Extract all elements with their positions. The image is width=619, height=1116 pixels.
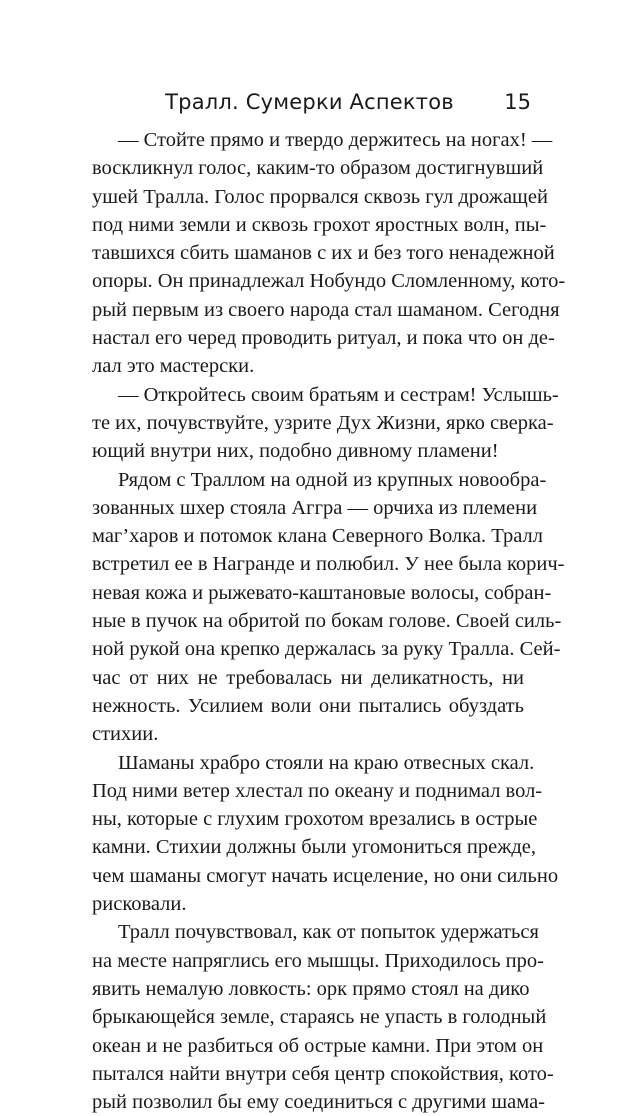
paragraph xyxy=(92,126,566,381)
text-line: те их, почувствуйте, узрите Дух Жизни, ярко сверка- xyxy=(92,411,554,434)
paragraph xyxy=(92,466,565,749)
text-line: под ними земли и сквозь грохот яростных волн, пы- xyxy=(92,213,547,236)
text-line: Рядом с Траллом на одной из крупных новообра- xyxy=(118,468,547,491)
text-line: рый первым из своего народа стал шаманом. Сегодня xyxy=(92,298,560,321)
text-line: рисковали. xyxy=(92,893,187,916)
page-number: 15 xyxy=(504,90,531,114)
text-line: явить немалую ловкость: орк прямо стоял на дико xyxy=(92,977,530,1000)
text-line: чем шаманы смогут начать исцеление, но они сильно xyxy=(92,864,559,887)
paragraph xyxy=(92,381,559,466)
text-line: рый позволил бы ему соединиться с другими шама- xyxy=(92,1091,545,1114)
text-line: час от них не требовалась ни деликатность, ни нежность. Усилием воли они пытались обуздать стихии. xyxy=(92,666,524,746)
paragraph xyxy=(92,918,554,1116)
text-line: ющий внутри них, подобно дивному пламени! xyxy=(92,440,499,463)
text-line: зованных шхер стояла Аггра — орчиха из племени xyxy=(92,496,538,519)
text-line: тавшихся сбить шаманов с их и без того ненадежной xyxy=(92,242,555,265)
text-line: настал его черед проводить ритуал, и пока что он де- xyxy=(92,327,555,350)
running-title: Тралл. Сумерки Аспектов xyxy=(165,90,454,114)
paragraph xyxy=(92,749,559,919)
text-line: ной рукой она крепко держалась за руку Тралла. Сей- xyxy=(92,638,561,661)
text-line: встретил ее в Награнде и полюбил. У нее была корич- xyxy=(92,553,565,576)
text-line: Шаманы храбро стояли на краю отвесных скал. xyxy=(118,751,535,774)
text-line: камни. Стихии должны были угомониться прежде, xyxy=(92,836,537,859)
text-line: пытался найти внутри себя центр спокойствия, кото- xyxy=(92,1062,554,1085)
text-line: на месте напряглись его мышцы. Приходилось про- xyxy=(92,949,544,972)
text-line: опоры. Он принадлежал Нобундо Сломленному, кото- xyxy=(92,270,566,293)
text-line: брыкающейся земле, стараясь не упасть в голодный xyxy=(92,1006,547,1029)
text-line: океан и не разбиться об острые камни. При этом он xyxy=(92,1034,544,1057)
text-line: Под ними ветер хлестал по океану и поднимал вол- xyxy=(92,779,543,802)
text-line: ушей Тралла. Голос прорвался сквозь гул дрожащей xyxy=(92,185,548,208)
text-line: ны, которые с глухим грохотом врезались в острые xyxy=(92,808,538,831)
body-text xyxy=(92,126,566,1116)
text-line: ные в пучок на обритой по бокам голове. Своей силь- xyxy=(92,610,562,633)
text-line: невая кожа и рыжевато-каштановые волосы, собран- xyxy=(92,581,552,604)
text-line: воскликнул голос, каким-то образом достигнувший xyxy=(92,157,544,180)
text-line: Тралл почувствовал, как от попыток удержаться xyxy=(118,921,539,944)
text-line: — Откройтесь своим братьям и сестрам! Услышь- xyxy=(118,383,559,406)
text-line: маг’харов и потомок клана Северного Волка. Тралл xyxy=(92,525,543,548)
text-line: — Стойте прямо и твердо держитесь на ногах! — xyxy=(118,129,553,151)
text-line: лал это мастерски. xyxy=(92,355,255,378)
